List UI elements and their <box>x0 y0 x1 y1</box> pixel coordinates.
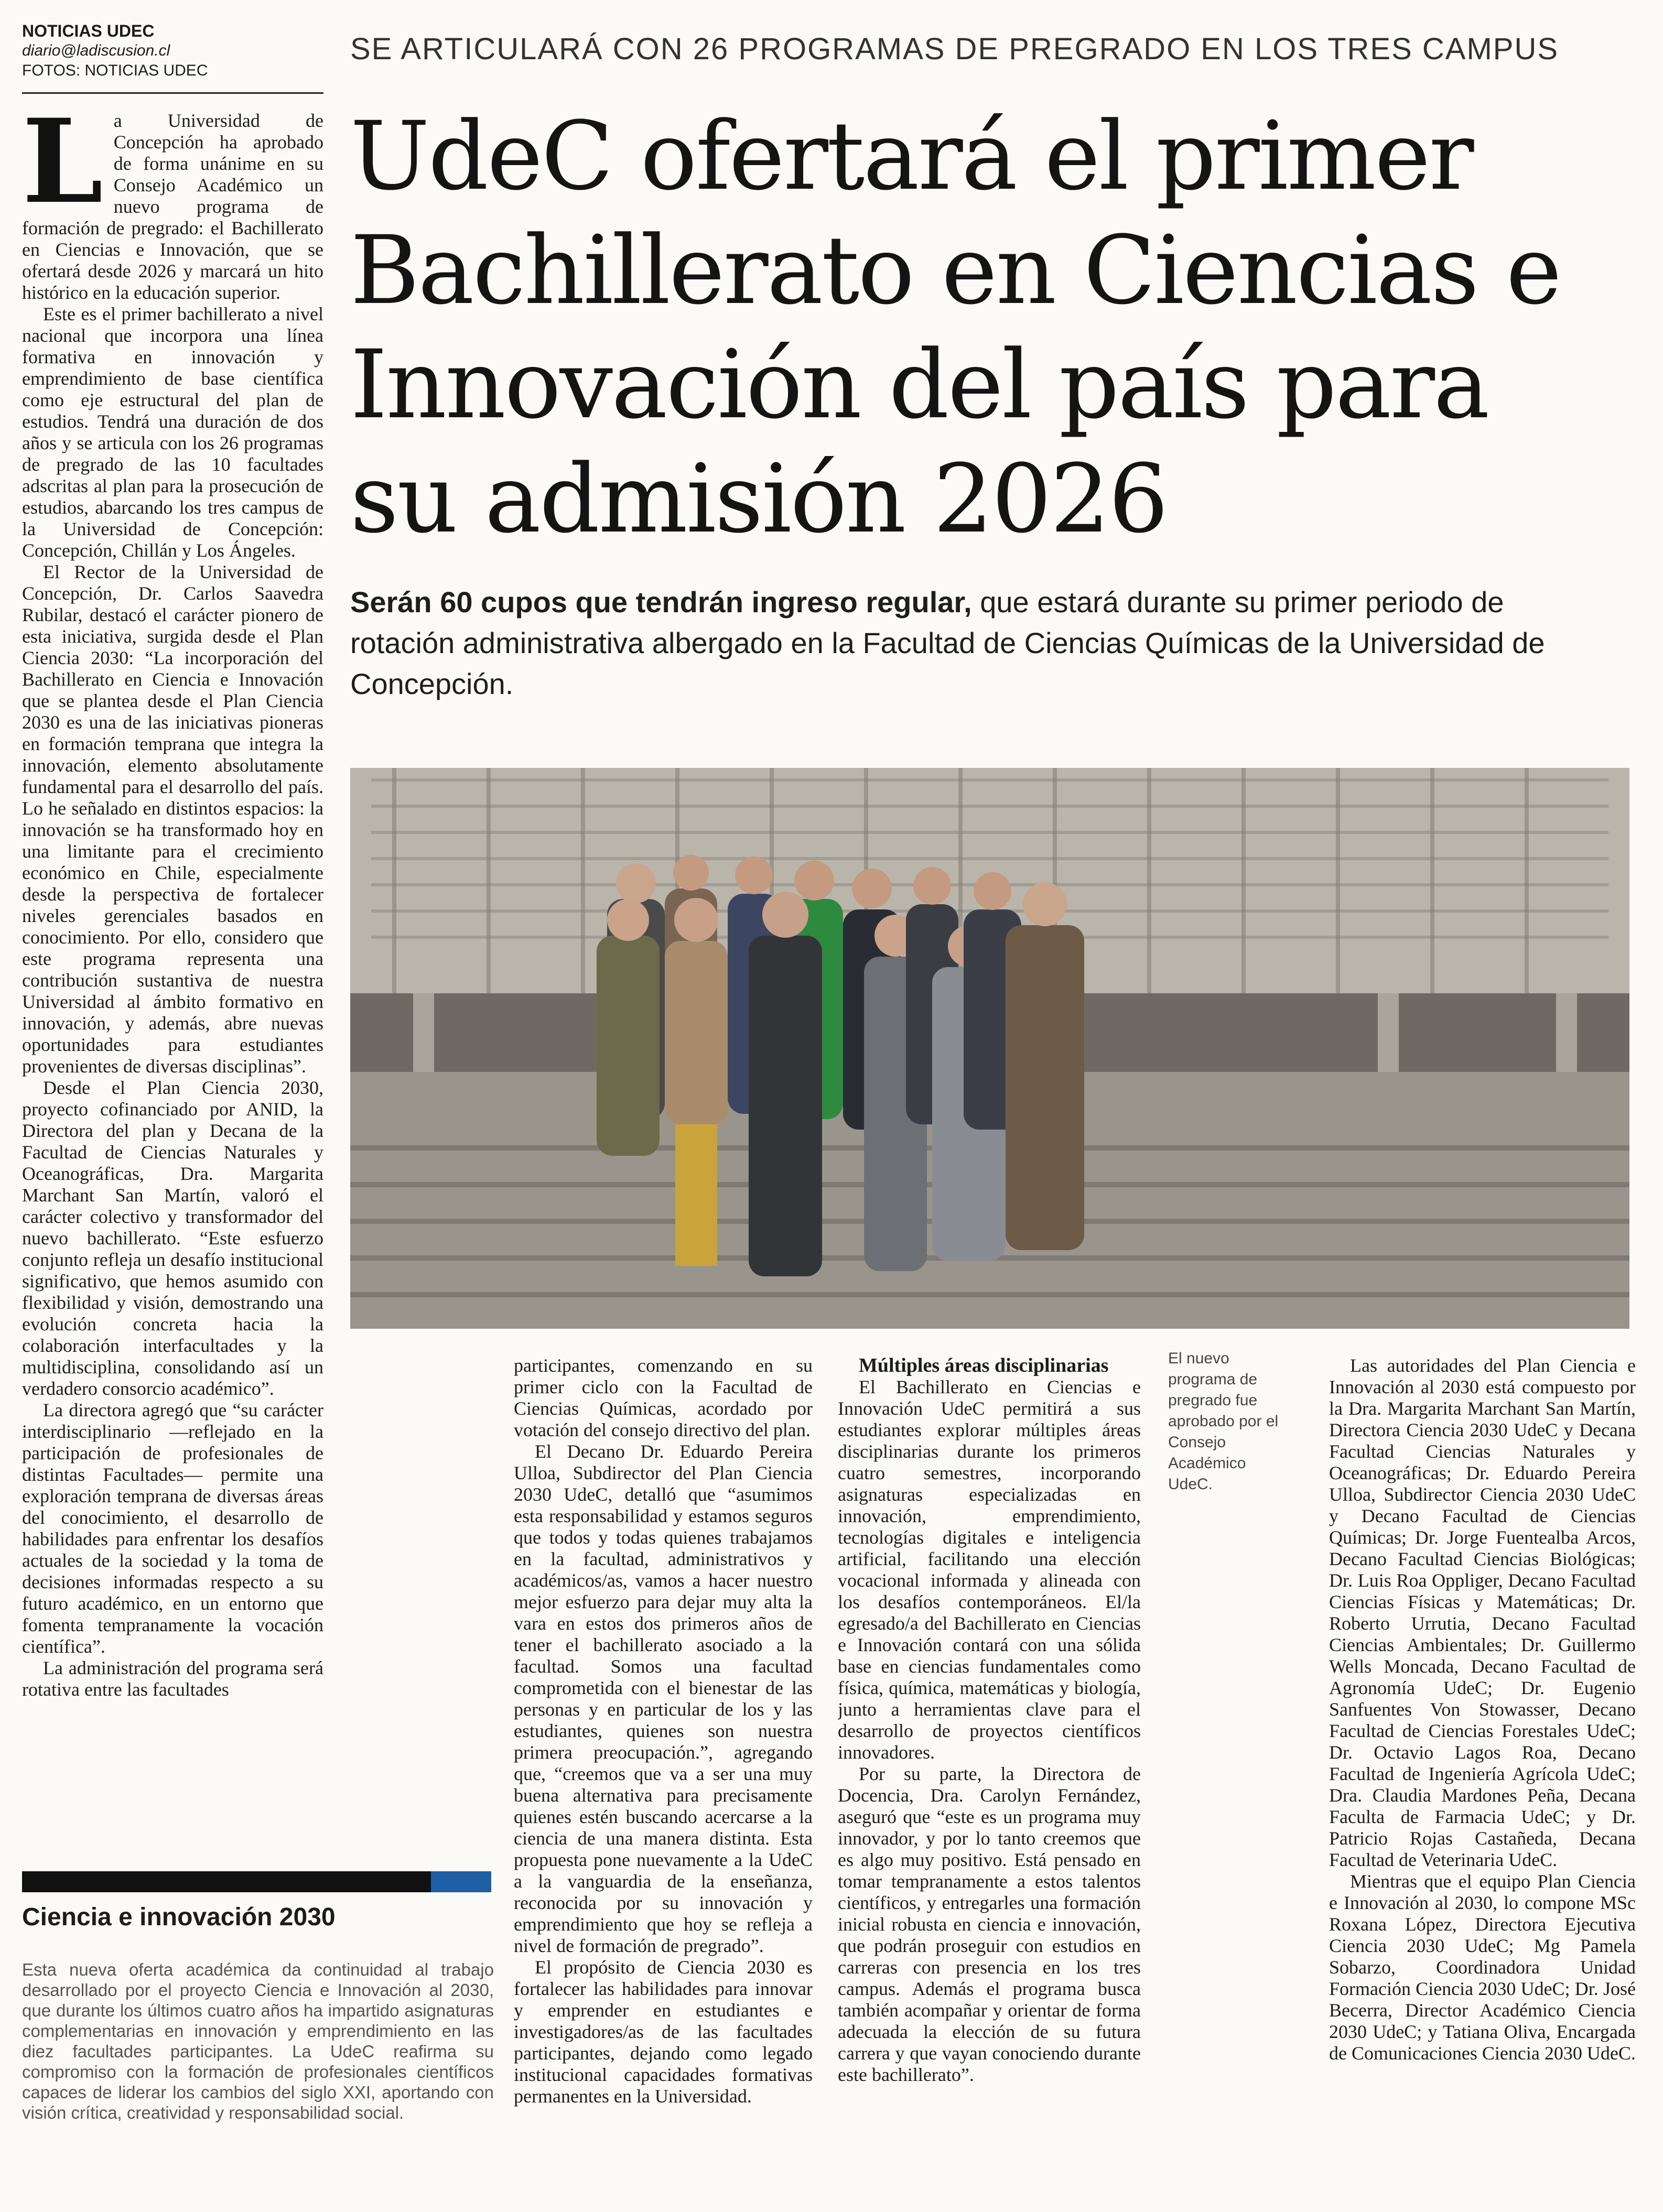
paragraph: El propósito de Ciencia 2030 es fortalecer las habilidades para innovar y emprender en estudiantes e investigadores/as de las facultades participantes, dejando como legado institucional capacidades formativas permanentes en la Universidad. <box>514 1957 813 2107</box>
paragraph: Las autoridades del Plan Ciencia e Innovación al 2030 está compuesto por la Dra. Margarita Marchant San Martín, Directora Ciencia 2030 UdeC y Decana Facultad Ciencias Naturales y Oceanográficas; Dr. Eduardo Pereira Ulloa, Subdirector Ciencia 2030 UdeC y Decano Facultad de Ciencias Químicas; Dr. Jorge Fuentealba Arcos, Decano Facultad Ciencias Biológicas; Dr. Luis Roa Oppliger, Decano Facultad Ciencias Físicas y Matemáticas; Dr. Roberto Urrutia, Decano Facultad Ciencias Ambientales; Dr. Guillermo Wells Moncada, Decano Facultad de Agronomía UdeC; Dr. Eugenio Sanfuentes Von Stowasser, Decano Facultad de Ciencias Forestales UdeC; Dr. Octavio Lagos Roa, Decano Facultad de Ingeniería Agrícola UdeC; Dra. Claudia Mardones Peña, Decana Faculta de Farmacia UdeC; y Dr. Patricio Rojas Castañeda, Decana Facultad de Veterinaria UdeC. <box>1329 1355 1636 1870</box>
paragraph: Mientras que el equipo Plan Ciencia e Innovación al 2030, lo compone MSc Roxana López, Directora Ejecutiva Ciencia 2030 UdeC; Mg Pamela Sobarzo, Coordinadora Unidad Formación Ciencia 2030 UdeC; Dr. José Becerra, Director Académico Ciencia 2030 UdeC; y Tatiana Oliva, Encargada de Comunicaciones Ciencia 2030 UdeC. <box>1329 1871 1636 2064</box>
photo-caption: El nuevo programa de pregrado fue aprobado por el Consejo Académico UdeC. <box>1168 1350 1279 1493</box>
paragraph: Desde el Plan Ciencia 2030, proyecto cofinanciado por ANID, la Directora del plan y Decana de la Facultad de Ciencias Naturales y Oceanográficas, Dra. Margarita Marchant San Martín, valoró el carácter colectivo y transformador del nuevo bachillerato. “Este esfuerzo conjunto refleja un desafío institucional significativo, que hemos asumido con flexibilidad y visión, demostrando una evolución concreta hacia la colaboración interfacultades y la multidisciplina, consolidando así un verdadero consorcio académico”. <box>22 1077 323 1399</box>
deck-bold: Serán 60 cupos que tendrán ingreso regular, <box>350 585 972 619</box>
photo-credit: FOTOS: NOTICIAS UDEC <box>22 62 208 79</box>
group-photo <box>350 768 1629 1329</box>
paragraph: Este es el primer bachillerato a nivel nacional que incorpora una línea formativa en innovación y emprendimiento de base científica como eje estructural del plan de estudios. Tendrá una duración de dos años y se articula con los 26 programas de pregrado de las 10 facultades adscritas al plan para la prosecución de estudios, abarcando los tres campus de la Universidad de Concepción: Concepción, Chillán y Los Ángeles. <box>22 303 323 561</box>
paragraph: participantes, comenzando en su primer ciclo con la Facultad de Ciencias Químicas, acordado por votación del consejo directivo del plan. <box>514 1355 813 1440</box>
section-name: NOTICIAS UDEC <box>22 21 155 40</box>
deck-rest: que estará durante su primer periodo de rotación administrativa albergado en la Facultad de Ciencias Químicas de la Universidad de Concepción. <box>350 585 1545 700</box>
article-column-3 <box>838 1355 1141 2152</box>
author-email: diario@ladiscusion.cl <box>22 42 170 59</box>
deck <box>350 582 1588 704</box>
paragraph: El Decano Dr. Eduardo Pereira Ulloa, Subdirector del Plan Ciencia 2030 UdeC, detalló que “asumimos esta responsabilidad y estamos seguros que todos y todas quienes trabajamos en la facultad, administrativos y académicos/as, vamos a hacer nuestro mejor esfuerzo para dejar muy alta la vara en estos dos primeros años de tener el bachillerato asociado a la facultad. Somos una facultad comprometida con el bienestar de las personas y en particular de los y las estudiantes, quienes son nuestra primera preocupación.”, agregando que, “creemos que va a ser una muy buena alternativa para precisamente quienes estén buscando acercarse a la ciencia de una manera distinta. Esta propuesta pone nuevamente a la UdeC a la vanguardia de la enseñanza, reconocida por su innovación y emprendimiento que hoy se refleja a nivel de formación de pregrado”. <box>514 1441 813 1956</box>
paragraph: El Bachillerato en Ciencias e Innovación UdeC permitirá a sus estudiantes explorar múltiples áreas disciplinarias durante los primeros cuatro semestres, incorporando asignaturas especializadas en innovación, emprendimiento, tecnologías digitales e inteligencia artificial, facilitando una elección vocacional informada y alineada con los desafíos contemporáneos. El/la egresado/a del Bachillerato en Ciencias e Innovación contará con una sólida base en ciencias fundamentales como física, química, matemáticas y biología, junto a herramientas clave para el desarrollo de proyectos científicos innovadores. <box>838 1376 1141 1763</box>
box-header-bar <box>22 1871 431 1892</box>
headline: UdeC ofertará el primer Bachillerato en Ciencias e Innovación del país para su admisión 2026 <box>350 102 1561 554</box>
box-text: Esta nueva oferta académica da continuidad al trabajo desarrollado por el proyecto Ciencia e Innovación al 2030, que durante los últimos cuatro años ha impartido asignaturas complementarias en innovación y emprendimiento en las diez facultades participantes. La UdeC reafirma su compromiso con la formación de profesionales científicos capaces de liderar los cambios del siglo XXI, aportando con visión crítica, creatividad y responsabilidad social. <box>22 1960 494 2122</box>
paragraph: Por su parte, la Directora de Docencia, Dra. Carolyn Fernández, aseguró que “este es un programa muy innovador, y por lo tanto creemos que es algo muy positivo. Está pensado en tomar tempranamente a estos talentos científicos, y entregarles una formación inicial robusta en ciencia e innovación, que podrán proseguir con estudios en carreras con presencia en los tres campus. Además el programa busca también acompañar y orientar de forma adecuada la elección de su futura carrera y que vayan conociendo durante este bachillerato”. <box>838 1763 1141 2085</box>
article-column-4 <box>1329 1355 1636 2173</box>
paragraph: El Rector de la Universidad de Concepción, Dr. Carlos Saavedra Rubilar, destacó el carácter pionero de esta iniciativa, surgida desde el Plan Ciencia 2030: “La incorporación del Bachillerato en Ciencia e Innovación que se plantea desde el Plan Ciencia 2030 es una de las iniciativas pioneras en formación temprana que integra la innovación, elemento absolutamente fundamental para el desarrollo del país. Lo he señalado en distintos espacios: la innovación se ha transformado hoy en una limitante para el crecimiento económico en Chile, especialmente desde la perspectiva de fortalecer niveles gerenciales basados en conocimiento. Por ello, considero que este programa representa una contribución sustantiva de nuestra Universidad al ámbito formativo en innovación, y además, abre nuevas oportunidades para estudiantes provenientes de diversas disciplinas”. <box>22 561 323 1077</box>
divider-rule <box>22 92 323 94</box>
box-title: Ciencia e innovación 2030 <box>22 1903 336 1931</box>
article-column-2 <box>514 1355 813 2152</box>
paragraph: La Universidad de Concepción ha aprobado de forma unánime en su Consejo Académico un nuevo programa de formación de pregrado: el Bachillerato en Ciencias e Innovación, que se ofertará desde 2026 y marcará un hito histórico en la educación superior. <box>22 110 323 303</box>
paragraph: La administración del programa será rotativa entre las facultades <box>22 1657 323 1700</box>
article-column-1 <box>22 110 323 1829</box>
subheading: Múltiples áreas disciplinarias <box>859 1355 1109 1376</box>
byline <box>22 21 208 81</box>
kicker: SE ARTICULARÁ CON 26 PROGRAMAS DE PREGRADO EN LOS TRES CAMPUS <box>350 32 1559 66</box>
box-header-accent <box>431 1871 491 1892</box>
drop-cap: L <box>22 110 103 229</box>
paragraph: La directora agregó que “su carácter interdisciplinario —reflejado en la participación de profesionales de distintas Facultades— permite una exploración temprana de diversas áreas del conocimiento, el desarrollo de habilidades para enfrentar los desafíos actuales de la sociedad y la toma de decisiones informadas respecto a su futuro académico, en un entorno que fomenta tempranamente la vocación científica”. <box>22 1400 323 1657</box>
